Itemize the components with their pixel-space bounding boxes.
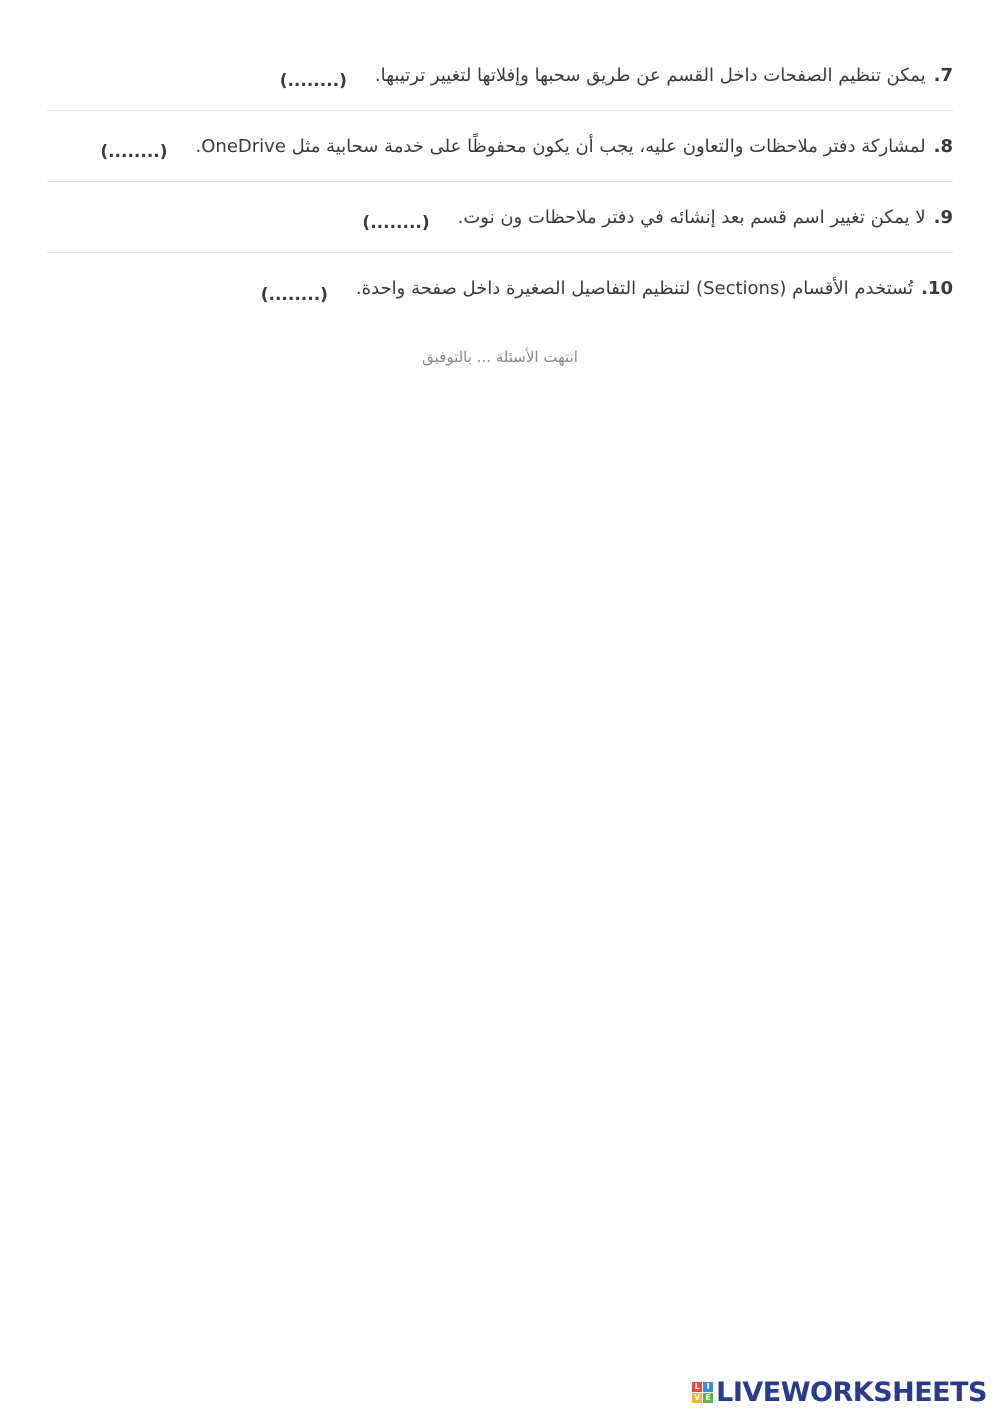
answer-blank[interactable]: (........) (260, 284, 328, 305)
brand-logo-icon (692, 1382, 713, 1403)
question-7 (47, 40, 953, 111)
logo-letter: E (703, 1393, 713, 1403)
end-note: انتهت الأسئلة ... بالتوفيق (422, 348, 578, 366)
liveworksheets-logo[interactable] (692, 1377, 987, 1408)
logo-letter: L (692, 1382, 702, 1392)
question-number: 10. (921, 278, 953, 299)
question-text: لا يمكن تغيير اسم قسم بعد إنشائه في دفتر ملاحظات ون نوت. (457, 206, 926, 228)
answer-blank[interactable]: (........) (279, 71, 347, 91)
question-text: تُستخدم الأقسام (Sections) لتنظيم التفاصيل الصغيرة داخل صفحة واحدة. (355, 278, 914, 299)
question-number: 8. (933, 135, 953, 157)
answer-blank[interactable]: (........) (362, 213, 430, 233)
logo-letter: I (703, 1382, 713, 1392)
question-text: لمشاركة دفتر ملاحظات والتعاون عليه، يجب أن يكون محفوظًا على خدمة سحابية مثل OneDrive. (195, 135, 926, 157)
worksheet-questions (47, 40, 953, 324)
question-10 (47, 253, 953, 324)
answer-blank[interactable]: (........) (100, 142, 168, 162)
logo-letter: V (694, 1393, 701, 1402)
question-9 (47, 182, 953, 253)
question-number: 9. (933, 206, 953, 228)
question-text: يمكن تنظيم الصفحات داخل القسم عن طريق سحبها وإفلاتها لتغيير ترتيبها. (374, 64, 926, 86)
brand-name: LIVEWORKSHEETS (716, 1377, 987, 1408)
question-8 (47, 111, 953, 182)
question-number: 7. (933, 64, 953, 86)
